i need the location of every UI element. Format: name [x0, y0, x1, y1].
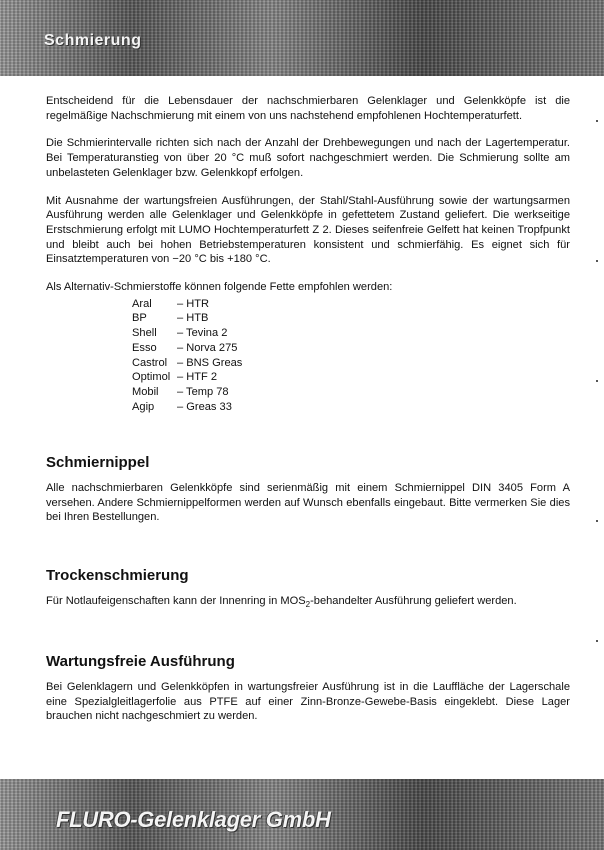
grease-brand: Agip [132, 400, 155, 413]
trocken-text-a: Für Notlaufeigenschaften kann der Innenring in MOS [46, 595, 306, 607]
grease-brand: BP [132, 312, 147, 325]
grease-product: – HTF 2 [177, 371, 218, 384]
trocken-heading: Trockenschmierung [46, 567, 189, 584]
grease-row [132, 326, 570, 341]
grease-brand: Shell [132, 327, 157, 340]
wartungsfrei-text: Bei Gelenklagern und Gelenkköpfen in wartungsfreier Ausführung ist in die Lauffläche der Lagerschale eine Spezialgleitlagerfolie aus PTFE auf einer Zinn-Bronze-Gewebe-Basis eingeklebt. Diese Lager brauchen nicht nachgeschmiert zu werden. [46, 681, 570, 723]
grease-product: – Norva 275 [177, 341, 238, 354]
grease-product: – HTB [177, 312, 209, 325]
wartungsfrei-heading: Wartungsfreie Ausführung [46, 653, 235, 670]
intro-paragraph-4: Als Alternativ-Schmierstoffe können folgende Fette empfohlen werden: [46, 281, 393, 294]
grease-brand: Esso [132, 341, 157, 354]
header-band [0, 0, 604, 76]
scan-speck [596, 260, 598, 262]
grease-product: – Temp 78 [177, 385, 229, 398]
page-title: Schmierung [44, 32, 142, 49]
intro-paragraph-2: Die Schmierintervalle richten sich nach der Anzahl der Drehbewegungen und nach der Lagertemperatur. Bei Temperaturanstieg von über 20 °C muß sofort nachgeschmiert werden. Die Schmierung sollte am unbelasteten Gelenklager bzw. Gelenkkopf erfolgen. [46, 137, 570, 179]
intro-paragraph-1: Entscheidend für die Lebensdauer der nachschmierbaren Gelenklager und Gelenkköpfe ist die regelmäßige Nachschmierung mit einem von uns nachstehend empfohlenen Hochtemperaturfett. [46, 95, 570, 122]
grease-brand: Mobil [132, 385, 159, 398]
schmiernippel-section [46, 454, 570, 538]
grease-product: – Greas 33 [177, 400, 232, 413]
intro-section [46, 94, 570, 414]
intro-paragraph-3: Mit Ausnahme der wartungsfreien Ausführungen, der Stahl/Stahl-Ausführung sowie der wartungsarmen Ausführung werden alle Gelenklager und Gelenkköpfe in gefettetem Zustand geliefert. Die werkseitige Erstschmierung erfolgt mit LUMO Hochtemperaturfett Z 2. Dieses seifenfreie Gelfett hat keinen Tropfpunkt und bleibt auch bei hohen Betriebstemperaturen konsistent und schmierfähig. Es eignet sich für Einsatztemperaturen von −20 °C bis +180 °C. [46, 194, 570, 266]
grease-row [132, 311, 570, 326]
grease-brand: Castrol [132, 356, 168, 369]
grease-list [132, 297, 570, 415]
scan-speck [596, 640, 598, 642]
grease-row [132, 370, 570, 385]
scan-speck [596, 520, 598, 522]
trocken-section [46, 567, 570, 626]
schmiernippel-heading: Schmiernippel [46, 454, 150, 471]
grease-product: – HTR [177, 297, 210, 310]
wartungsfrei-section [46, 653, 570, 737]
grease-brand: Optimol [132, 371, 171, 384]
grease-product: – Tevina 2 [177, 327, 228, 340]
trocken-sub: 2 [305, 600, 311, 610]
grease-row [132, 356, 570, 371]
grease-product: – BNS Greas [177, 356, 243, 369]
company-logo-text: FLURO-Gelenklager GmbH [56, 807, 331, 832]
footer-band [0, 779, 604, 850]
grease-row [132, 400, 570, 415]
scan-speck [596, 120, 598, 122]
trocken-text [46, 594, 570, 613]
schmiernippel-text: Alle nachschmierbaren Gelenkköpfe sind serienmäßig mit einem Schmiernippel DIN 3405 Form A versehen. Andere Schmiernippelformen werden auf Wunsch ebenfalls eingebaut. Bitte vermerken Sie dies bei Ihren Bestellungen. [46, 482, 570, 524]
trocken-text-b: -behandelter Ausführung geliefert werden. [310, 595, 517, 607]
scan-speck [596, 380, 598, 382]
grease-row [132, 341, 570, 356]
grease-row [132, 385, 570, 400]
grease-row [132, 297, 570, 312]
grease-brand: Aral [132, 297, 152, 310]
